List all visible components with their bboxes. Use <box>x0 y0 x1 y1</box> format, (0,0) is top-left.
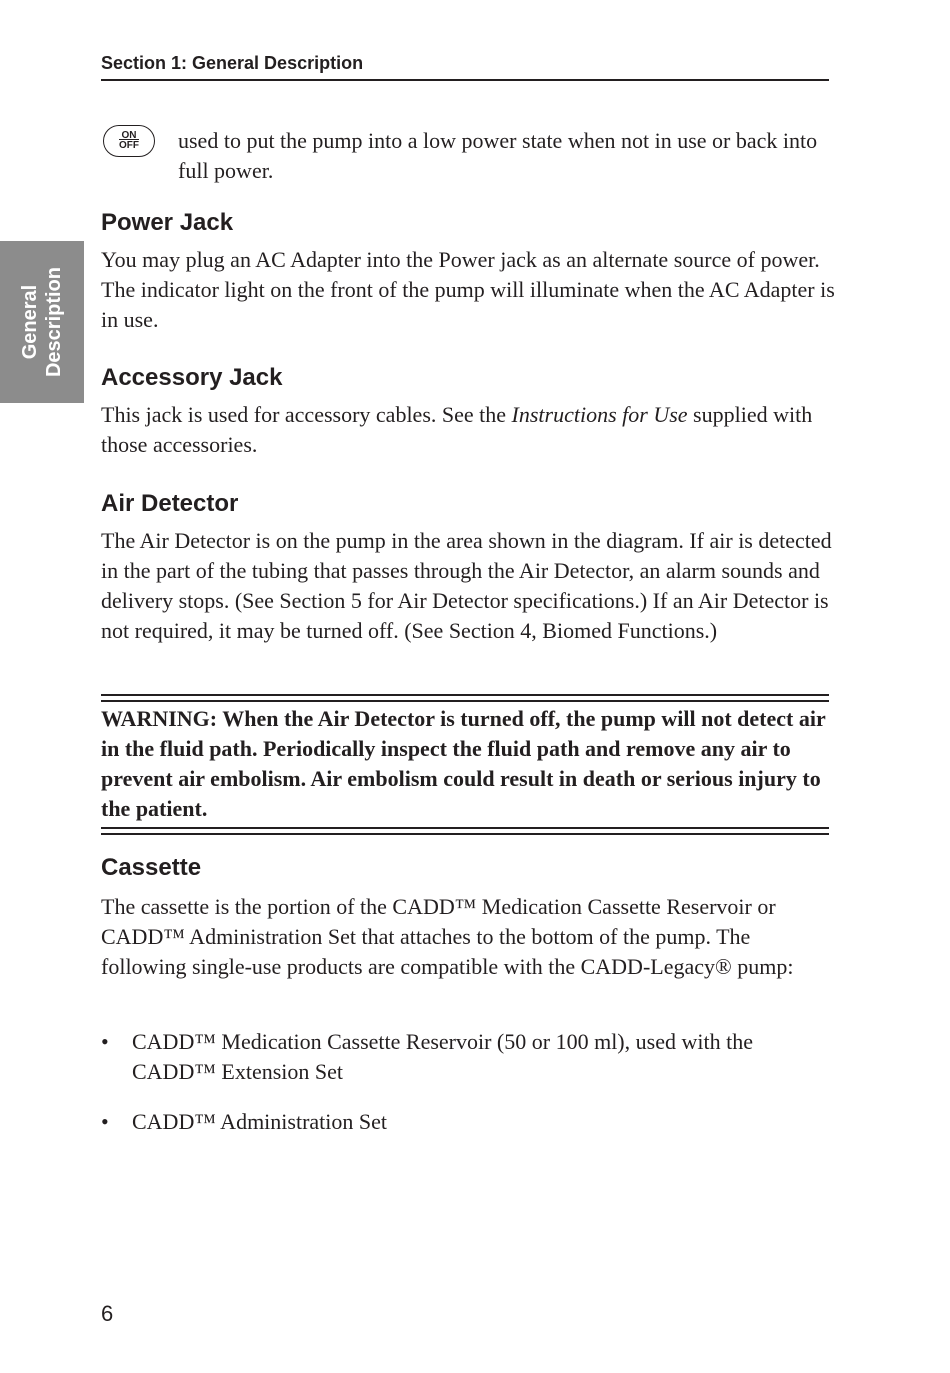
power-jack-body: You may plug an AC Adapter into the Power jack as an alternate source of power. The indicator light on the front of the pump will illuminate when the AC Adapter is in use. <box>101 247 835 332</box>
warning-rule-top-1 <box>101 694 829 696</box>
page-number: 6 <box>101 1301 114 1326</box>
warning-rule-bottom-2 <box>101 833 829 835</box>
cassette-heading: Cassette <box>101 854 202 881</box>
header-rule <box>101 79 829 81</box>
side-tab <box>0 241 84 403</box>
list-item <box>101 1027 841 1087</box>
on-off-icon-off-text: $\overline{OFF}$ <box>119 140 139 151</box>
accessory-body-text-end: supplied with those accessories. <box>101 402 813 457</box>
power-jack-heading: Power Jack <box>101 209 234 236</box>
list-item <box>101 1107 841 1137</box>
cassette-product-list <box>101 1027 841 1157</box>
list-item-text: CADD™ Medication Cassette Reservoir (50 or 100 ml), used with the CADD™ Extension Set <box>132 1029 753 1084</box>
warning-rule-top-2 <box>101 700 829 702</box>
side-tab-label: General Description <box>19 266 65 378</box>
on-off-button-icon <box>103 125 155 157</box>
bullet-icon: • <box>101 1029 109 1054</box>
warning-rule-bottom-1 <box>101 827 829 829</box>
bullet-icon: • <box>101 1109 109 1134</box>
accessory-body-text: This jack is used for accessory cables. See the <box>101 402 512 427</box>
onoff-description: used to put the pump into a low power state when not in use or back into full power. <box>178 128 818 183</box>
on-off-icon-on-text: ON <box>121 130 137 141</box>
cassette-body: The cassette is the portion of the CADD™ Medication Cassette Reservoir or CADD™ Administration Set that attaches to the bottom of the pump. The following single-use products are compatible with the CADD-Legacy® pump: <box>101 894 794 979</box>
air-detector-warning: WARNING: When the Air Detector is turned off, the pump will not detect air in the fluid path. Periodically inspect the fluid path and remove any air to prevent air embolism. Air embolism could result in death or serious injury to the patient. <box>101 706 826 821</box>
air-detector-body: The Air Detector is on the pump in the area shown in the diagram. If air is detected in the part of the tubing that passes through the Air Detector, an alarm sounds and delivery stops. (See Section 5 for Air Detector specifications.) If an Air Detector is not required, it may be turned off. (See Section 4, Biomed Functions.) <box>101 528 832 643</box>
air-detector-heading: Air Detector <box>101 490 239 517</box>
running-head: Section 1: General Description <box>101 53 364 73</box>
accessory-jack-body <box>101 400 841 460</box>
accessory-jack-heading: Accessory Jack <box>101 364 283 391</box>
instructions-for-use-italic: Instructions for Use <box>511 402 688 427</box>
list-item-text: CADD™ Administration Set <box>132 1109 388 1134</box>
